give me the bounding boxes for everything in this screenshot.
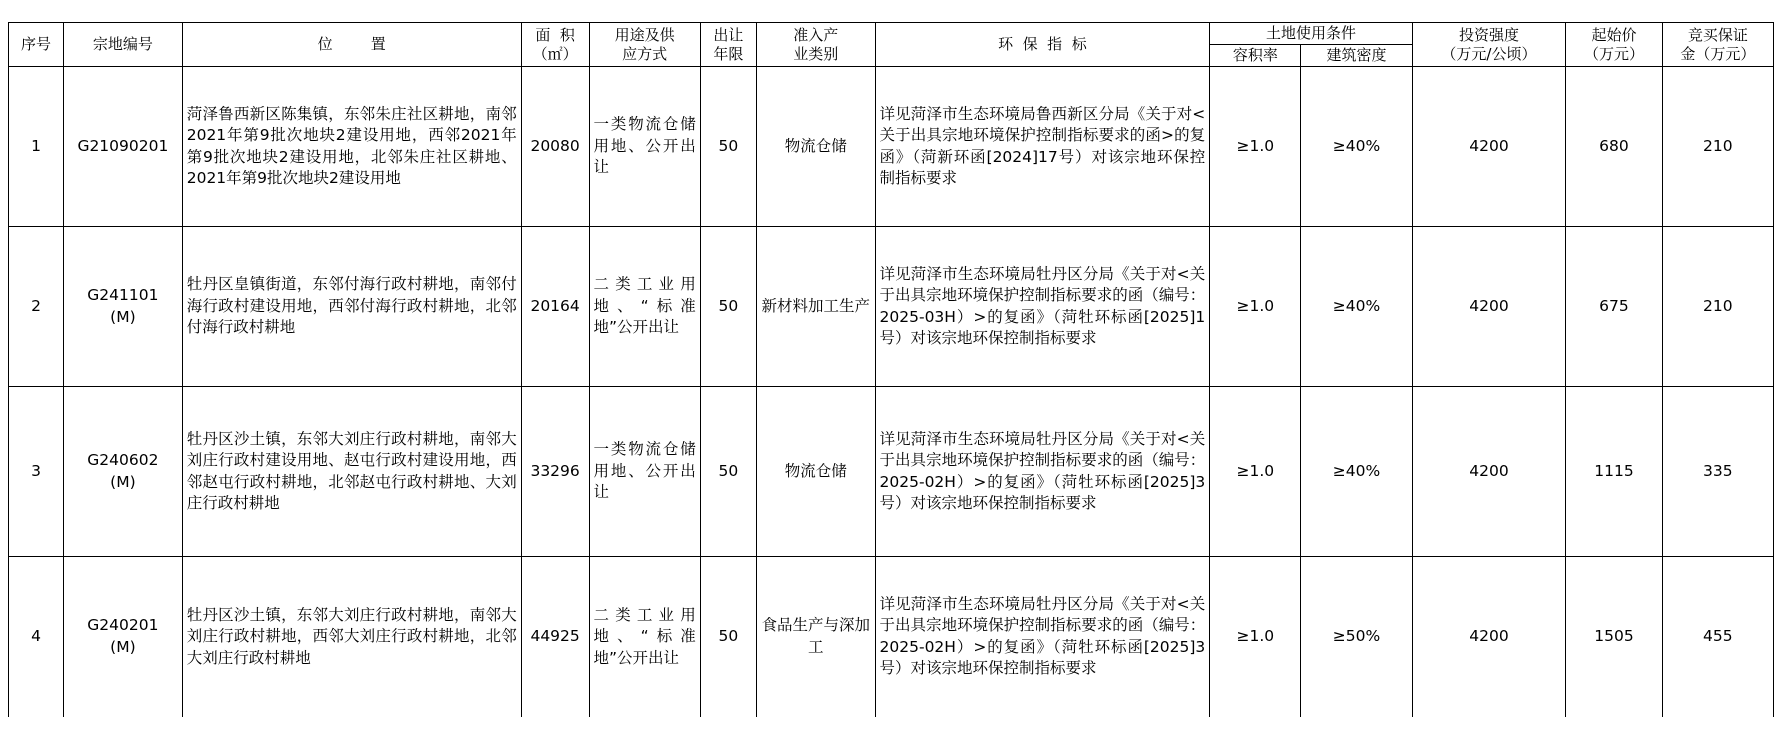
cell-location: 牡丹区沙土镇，东邻大刘庄行政村耕地，南邻大刘庄行政村建设用地、赵屯行政村建设用地，西邻赵屯行政村耕地，北邻赵屯行政村耕地、大刘庄行政村耕地 [182,387,521,557]
cell-seq: 4 [9,557,64,717]
cell-starting-price: 1115 [1566,387,1662,557]
cell-env: 详见菏泽市生态环境局牡丹区分局《关于对<关于出具宗地环境保护控制指标要求的函（编号：2025-02H）>的复函》（菏牡环标函[2025]3号）对该宗地环保控制指标要求 [875,387,1210,557]
header-term: 出让 年限 [700,23,756,67]
cell-starting-price: 680 [1566,67,1662,227]
cell-starting-price: 675 [1566,227,1662,387]
cell-term: 50 [700,67,756,227]
header-use-supply: 用途及供 应方式 [589,23,700,67]
cell-building-density: ≥40% [1301,227,1412,387]
cell-location: 菏泽鲁西新区陈集镇，东邻朱庄社区耕地，南邻2021年第9批次地块2建设用地，西邻2021年第9批次地块2建设用地，北邻朱庄社区耕地、2021年第9批次地块2建设用地 [182,67,521,227]
header-building-density: 建筑密度 [1301,45,1412,67]
header-env: 环 保 指 标 [875,23,1210,67]
cell-industry: 食品生产与深加工 [756,557,875,717]
cell-env: 详见菏泽市生态环境局牡丹区分局《关于对<关于出具宗地环境保护控制指标要求的函（编号：2025-02H）>的复函》（菏牡环标函[2025]3号）对该宗地环保控制指标要求 [875,557,1210,717]
header-starting-price: 起始价 （万元） [1566,23,1662,67]
cell-seq: 3 [9,387,64,557]
table-row [9,67,1774,227]
header-land-use-conditions: 土地使用条件 [1210,23,1412,45]
header-deposit: 竞买保证 金（万元） [1662,23,1773,67]
cell-use-supply: 一类物流仓储用地、公开出让 [589,67,700,227]
cell-plot-ratio: ≥1.0 [1210,387,1301,557]
table-body [9,67,1774,717]
cell-deposit: 455 [1662,557,1773,717]
cell-location: 牡丹区皇镇街道，东邻付海行政村耕地，南邻付海行政村建设用地，西邻付海行政村耕地，北邻付海行政村耕地 [182,227,521,387]
cell-parcel-id: G241101 (M) [64,227,183,387]
cell-term: 50 [700,387,756,557]
cell-investment-intensity: 4200 [1412,557,1566,717]
header-investment-intensity: 投资强度 （万元/公顷） [1412,23,1566,67]
cell-building-density: ≥50% [1301,557,1412,717]
cell-industry: 新材料加工生产 [756,227,875,387]
cell-use-supply: 二类工业用地、“标准地”公开出让 [589,557,700,717]
cell-parcel-id: G240602 (M) [64,387,183,557]
cell-seq: 1 [9,67,64,227]
cell-investment-intensity: 4200 [1412,227,1566,387]
cell-term: 50 [700,557,756,717]
cell-term: 50 [700,227,756,387]
cell-area: 33296 [521,387,589,557]
cell-use-supply: 一类物流仓储用地、公开出让 [589,387,700,557]
header-location: 位 置 [182,23,521,67]
cell-plot-ratio: ≥1.0 [1210,67,1301,227]
cell-use-supply: 二类工业用地、“标准地”公开出让 [589,227,700,387]
header-plot-ratio: 容积率 [1210,45,1301,67]
cell-building-density: ≥40% [1301,67,1412,227]
cell-location: 牡丹区沙土镇，东邻大刘庄行政村耕地，南邻大刘庄行政村耕地，西邻大刘庄行政村耕地，北邻大刘庄行政村耕地 [182,557,521,717]
cell-investment-intensity: 4200 [1412,67,1566,227]
header-area: 面 积 （㎡） [521,23,589,67]
cell-env: 详见菏泽市生态环境局鲁西新区分局《关于对<关于出具宗地环境保护控制指标要求的函>的复函》（菏新环函[2024]17号）对该宗地环保控制指标要求 [875,67,1210,227]
header-seq: 序号 [9,23,64,67]
cell-area: 20080 [521,67,589,227]
cell-starting-price: 1505 [1566,557,1662,717]
cell-plot-ratio: ≥1.0 [1210,227,1301,387]
table-header [9,23,1774,67]
cell-parcel-id: G240201 (M) [64,557,183,717]
header-industry: 准入产 业类别 [756,23,875,67]
cell-env: 详见菏泽市生态环境局牡丹区分局《关于对<关于出具宗地环境保护控制指标要求的函（编号：2025-03H）>的复函》（菏牡环标函[2025]1号）对该宗地环保控制指标要求 [875,227,1210,387]
cell-deposit: 335 [1662,387,1773,557]
header-parcel-id: 宗地编号 [64,23,183,67]
cell-industry: 物流仓储 [756,67,875,227]
table-row [9,557,1774,717]
table-row [9,387,1774,557]
cell-area: 20164 [521,227,589,387]
table-row [9,227,1774,387]
cell-investment-intensity: 4200 [1412,387,1566,557]
cell-building-density: ≥40% [1301,387,1412,557]
cell-parcel-id: G21090201 [64,67,183,227]
land-parcel-table [8,22,1774,717]
cell-industry: 物流仓储 [756,387,875,557]
cell-seq: 2 [9,227,64,387]
cell-area: 44925 [521,557,589,717]
cell-deposit: 210 [1662,227,1773,387]
cell-deposit: 210 [1662,67,1773,227]
cell-plot-ratio: ≥1.0 [1210,557,1301,717]
